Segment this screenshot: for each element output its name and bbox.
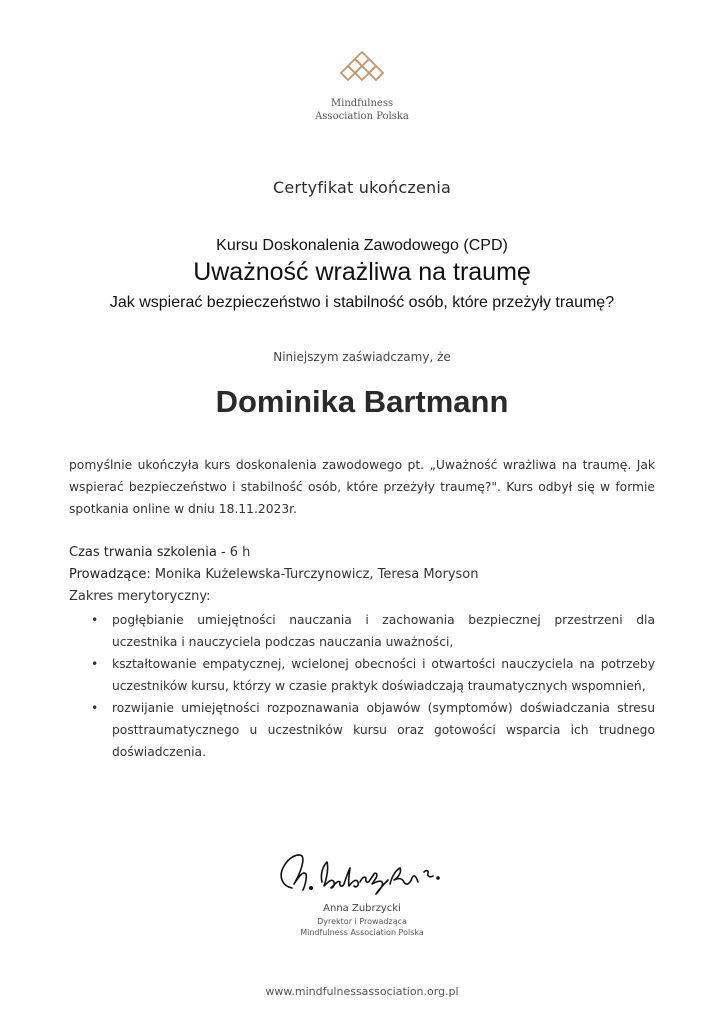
instructors-value: Monika Kużelewska-Turczynowicz, Teresa Moryson: [150, 567, 479, 582]
scope-item-text: pogłębianie umiejętności nauczania i zachowania bezpiecznej przestrzeni dla uczestnika i nauczyciela podczas nauczania uważności,: [112, 613, 655, 649]
signature-image: [276, 848, 448, 898]
list-item: [91, 653, 655, 697]
instructors-row: [69, 567, 479, 582]
instructors-label: Prowadzące:: [69, 567, 151, 582]
certificate-title: Certyfikat ukończenia: [273, 178, 451, 197]
intro-text: Niniejszym zaświadczamy, że: [273, 350, 451, 364]
course-name: Uważność wrażliwa na traumę: [193, 258, 531, 286]
org-name-line2: Association Polska: [315, 111, 409, 122]
list-item: [91, 697, 655, 763]
duration-row: [69, 545, 250, 560]
signer-name: Anna Zubrzycki: [323, 903, 401, 914]
org-name-line1: Mindfulness: [330, 98, 394, 109]
knot-logo-icon: [332, 49, 392, 89]
course-type: Kursu Doskonalenia Zawodowego (CPD): [216, 237, 508, 254]
scope-item-text: rozwijanie umiejętności rozpoznawania objawów (symptomów) doświadczania stresu posttraumatycznego u uczestników kursu oraz gotowości wsparcia ich trudnego doświadczenia.: [112, 701, 655, 759]
bullet-icon: •: [91, 657, 99, 671]
signer-organization: Mindfulness Association Polska: [300, 928, 424, 937]
duration-value: - 6 h: [216, 545, 251, 560]
scope-list: [91, 609, 655, 763]
signer-role: Dyrektor i Prowadząca: [317, 917, 407, 926]
scope-label: Zakres merytoryczny:: [69, 589, 211, 604]
certificate-body: pomyślnie ukończyła kurs doskonalenia zawodowego pt. „Uważność wrażliwa na traumę. Jak wspierać bezpieczeństwo i stabilność osób, które przeżyły traumę?". Kurs odbył się w formie spotkania online w dniu 18.11.2023r.: [69, 458, 655, 516]
website-link[interactable]: www.mindfulnessassociation.org.pl: [265, 985, 459, 998]
recipient-name: Dominika Bartmann: [215, 384, 509, 419]
course-subtitle: Jak wspierać bezpieczeństwo i stabilność osób, które przeżyły traumę?: [109, 294, 615, 311]
scope-item-text: kształtowanie empatycznej, wcielonej obecności i otwartości nauczyciela na potrzeby uczestników kursu, którzy w czasie praktyk doświadczają traumatycznych wspomnień,: [112, 657, 655, 693]
bullet-icon: •: [91, 701, 99, 715]
bullet-icon: •: [91, 613, 99, 627]
list-item: [91, 609, 655, 653]
duration-label: Czas trwania szkolenia: [69, 545, 217, 560]
